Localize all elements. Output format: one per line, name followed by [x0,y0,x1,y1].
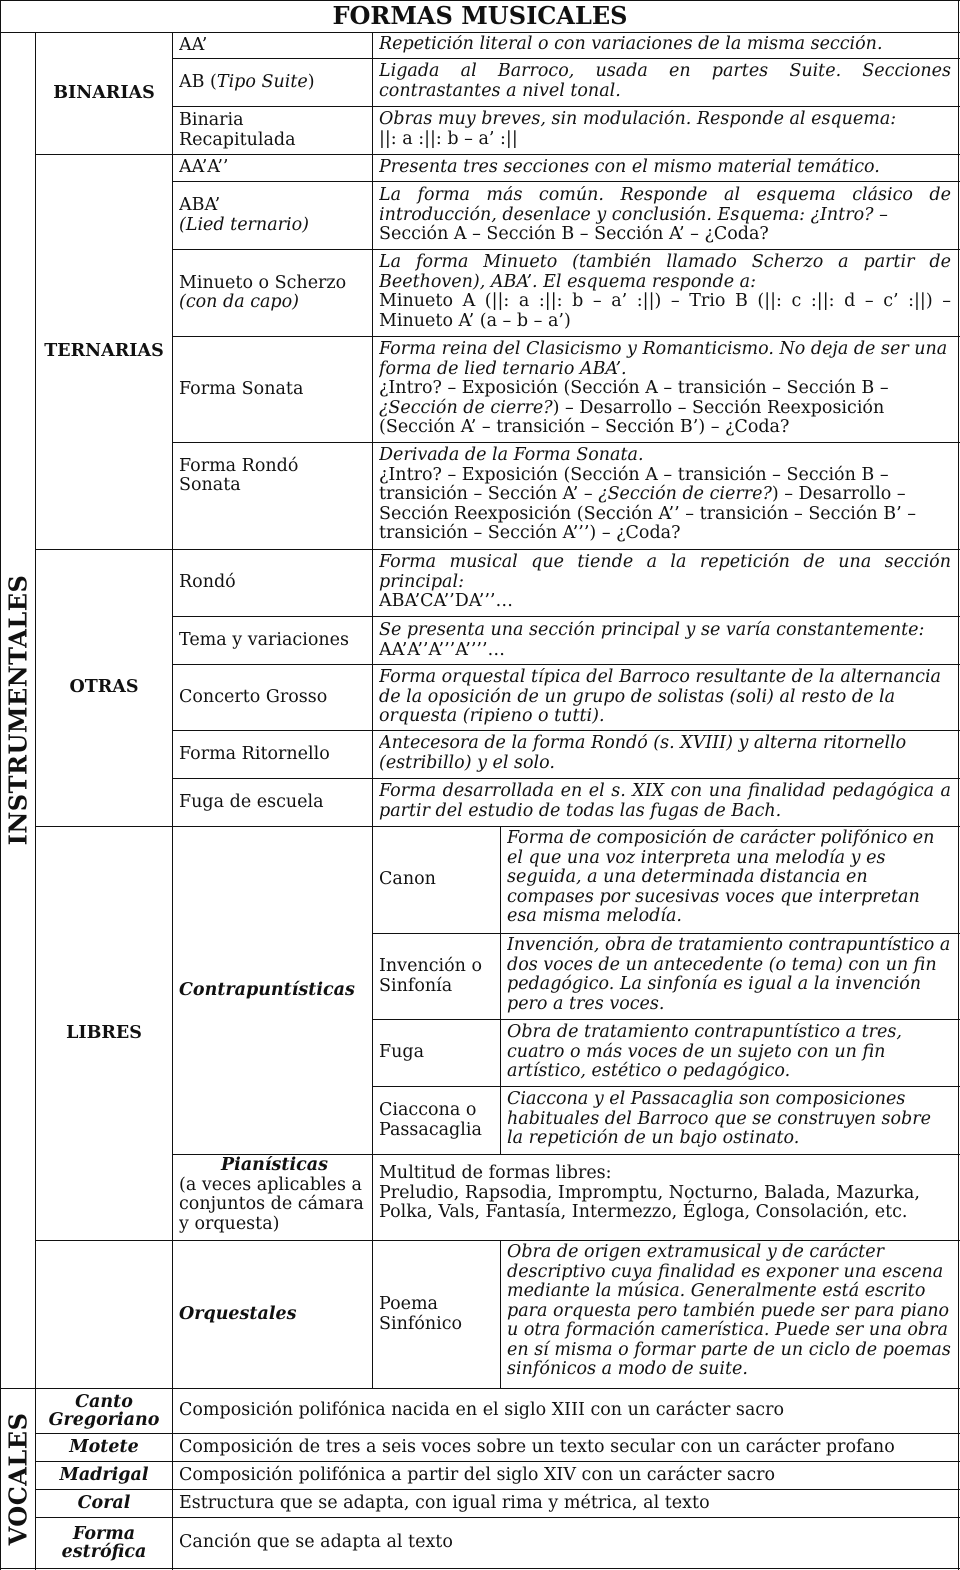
vocal-form-name: Motete [69,1436,139,1457]
vocal-form-name: Coral [77,1492,131,1513]
form-name: Tema y variaciones [179,629,349,650]
form-description: Ciaccona y el Passacaglia son composiciones habituales del Barroco que se construyen sobre la repetición de un bajo ostinato. [507,1090,931,1148]
rule [35,1240,960,1241]
form-name: Poema Sinfónico [379,1294,463,1334]
form-name: AA’A’’ [179,157,229,178]
form-description: Presenta tres secciones con el mismo material temático. [379,158,880,177]
form-description: Forma de composición de carácter polifónico en el que una voz interpreta una melodía y es seguida, a una determinada distancia en compases por sucesivas voces que interpretan esa misma melodía. [507,829,935,926]
form-description: Repetición literal o con variaciones de la misma sección. [379,35,883,54]
form-name: Minueto o Scherzo (con da capo) [179,272,347,312]
form-name: ABA’ (Lied ternario) [179,195,309,235]
rule [372,32,373,1388]
form-description: Invención, obra de tratamiento contrapuntístico a dos voces de un antecedente (o tema) con un fin pedagógico. La sinfonía es igual a la invención pero a tres voces. [507,936,951,1014]
form-name: Ciaccona o Passacaglia [379,1100,482,1140]
rule [500,1240,501,1388]
page-title: FORMAS MUSICALES [332,1,628,30]
rule [172,32,173,1570]
form-name: Rondó [179,572,236,593]
vocal-form-name: Canto Gregoriano [48,1392,160,1430]
form-description: Forma orquestal típica del Barroco resultante de la alternancia de la oposición de un grupo de solistas (soli) al resto de la orquesta (ripieno o tutti). [379,668,941,726]
vocal-form-description: Composición polifónica nacida en el siglo XIII con un carácter sacro [179,1400,784,1421]
form-name: Fuga [379,1042,425,1063]
rule [958,0,959,1570]
form-description: Forma desarrollada en el s. XIX con una finalidad pedagógica a partir del estudio de todas las fugas de Bach. [379,782,951,821]
form-description: Antecesora de la forma Rondó (s. XVIII) y alterna ritornello (estribillo) y el solo. [379,734,907,773]
vocal-form-description: Composición de tres a seis voces sobre un texto secular con un carácter profano [179,1436,895,1457]
form-name: Invención o Sinfonía [379,956,483,996]
vocal-form-name: Forma estrófica [61,1524,147,1562]
form-description: La forma más común. Responde al esquema clásico de introducción, desenlace y conclusión. Esquema: ¿Intro? – Sección A – Sección B – Sección A’ – ¿Coda? [379,186,951,244]
subcategory-contrapuntisticas: Contrapuntísticas [179,979,355,1000]
form-description: Derivada de la Forma Sonata. ¿Intro? – Exposición (Sección A – transición – Sección B – transición – Sección A’ – ¿Sección de cierre?) – Desarrollo – Sección Reexposición (Sección A’’ – transición – Sección B’ – transición – Sección A’’’) – ¿Coda? [379,446,916,543]
form-name: Forma Ritornello [179,743,330,764]
vocal-form-name: Madrigal [59,1464,149,1485]
vocal-form-description: Canción que se adapta al texto [179,1532,453,1553]
category-otras: OTRAS [69,677,139,698]
form-description: Forma musical que tiende a la repetición de una sección principal: ABA’CA’’DA’’’… [379,553,951,611]
form-name: Forma Sonata [179,378,304,399]
form-description: Ligada al Barroco, usada en partes Suite. Secciones contrastantes a nivel tonal. [379,62,951,101]
form-description: La forma Minueto (también llamado Scherzo a partir de Beethoven), ABA’. El esquema responde a: Minueto A (||: a :||: b – a’ :||) – Trio B (||: c :||: d – c’ :||) – Minueto A’ (a – b – a’) [379,253,951,331]
vocal-form-description: Estructura que se adapta, con igual rima y métrica, al texto [179,1492,710,1513]
subcategory-orquestales: Orquestales [179,1303,297,1324]
rule [0,0,1,1570]
group-label-instrumentales: INSTRUMENTALES [3,574,33,846]
category-libres: LIBRES [66,1022,142,1043]
form-description: Obra de tratamiento contrapuntístico a tres, cuatro o más voces de un sujeto con un fin artístico, estético o pedagógico. [507,1023,902,1081]
form-name: Binaria Recapitulada [179,110,296,150]
subcategory-pianisticas: Pianísticas (a veces aplicables a conjuntos de cámara y orquesta) [179,1156,364,1234]
form-name: Fuga de escuela [179,791,324,812]
form-description: Se presenta una sección principal y se varía constantemente: AA’A’’A’’’A’’’’… [379,621,925,660]
form-name: Canon [379,869,436,890]
group-label-vocales: VOCALES [3,1412,33,1546]
rule [0,0,960,1]
category-ternarias: TERNARIAS [44,341,164,362]
form-name: Concerto Grosso [179,686,328,707]
rule [500,826,501,1154]
rule [0,1568,960,1569]
form-name: Forma Rondó Sonata [179,455,299,495]
form-description: Obra de origen extramusical y de carácter descriptivo cuya finalidad es exponer una escena mediante la música. Generalmente está escrito para orquesta pero también puede ser para piano u otra formación camerística. Puede ser una obra en sí misma o formar parte de un ciclo de poemas sinfónicos a modo de suite. [507,1243,951,1379]
form-description: Obras muy breves, sin modulación. Responde al esquema: ||: a :||: b – a’ :|| [379,110,897,149]
form-description: Forma reina del Clasicismo y Romanticismo. No deja de ser una forma de lied ternario ABA’. ¿Intro? – Exposición (Sección A – transición – Sección B – ¿Sección de cierre?) – Desarrollo – Sección Reexposición (Sección A’ – transición – Sección B’) – ¿Coda? [379,340,948,437]
vocal-form-description: Composición polifónica a partir del siglo XIV con un carácter sacro [179,1464,776,1485]
form-name: AB (Tipo Suite) [179,71,315,92]
category-binarias: BINARIAS [53,82,155,103]
form-name: AA’ [179,34,208,55]
form-description: Multitud de formas libres: Preludio, Rapsodia, Impromptu, Nocturno, Balada, Mazurka, Polka, Vals, Fantasía, Intermezzo, Égloga, Consolación, etc. [379,1164,920,1222]
